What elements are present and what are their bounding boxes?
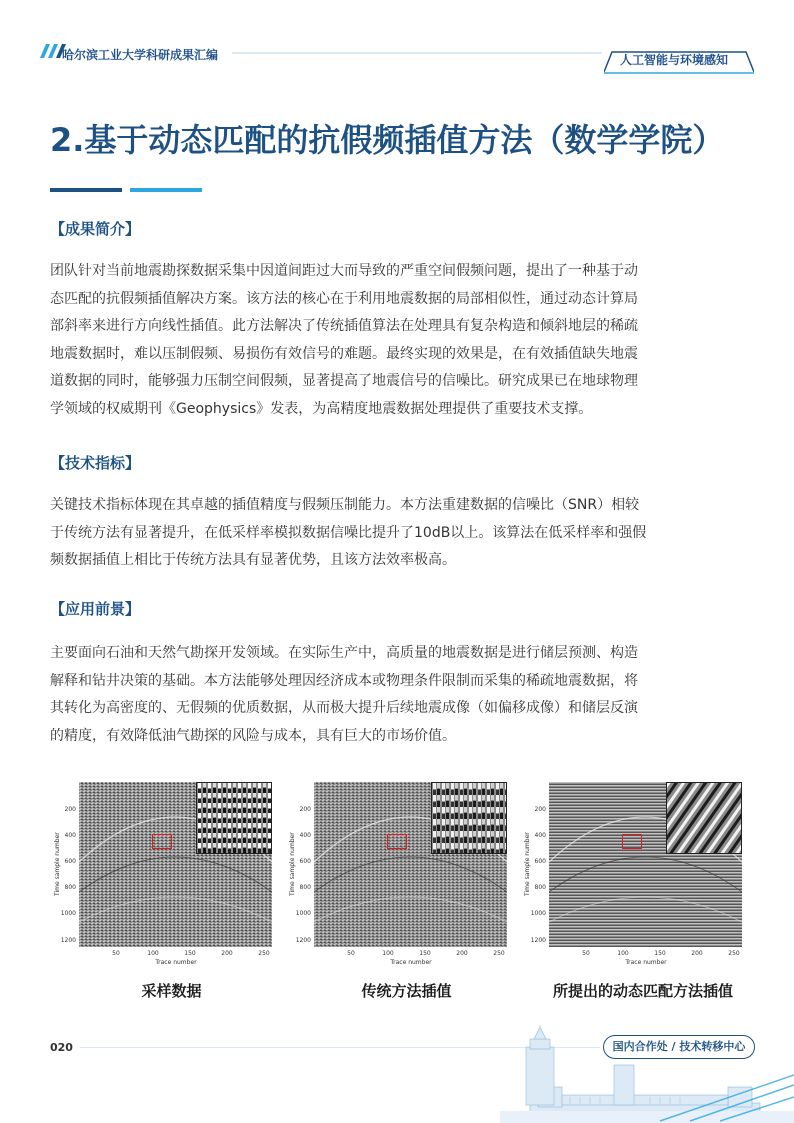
y-tick-label: 1000: [60, 910, 76, 917]
paragraph-line: 其转化为高密度的、无假频的优质数据，从而极大提升后续地震成像（如偏移成像）和储层反演: [50, 700, 638, 716]
figure-caption: 传统方法插值: [361, 982, 452, 1000]
x-tick-label: 100: [382, 950, 394, 957]
figure-caption: 采样数据: [141, 982, 202, 1000]
header-left-title: 哈尔滨工业大学科研成果汇编: [62, 48, 219, 62]
paragraph-line: 解释和钻井决策的基础。本方法能够处理因经济成本或物理条件限制而采集的稀疏地震数据，将: [50, 672, 638, 689]
zoom-inset: [196, 782, 272, 854]
x-tick-label: 200: [456, 950, 468, 957]
y-tick-label: 400: [299, 832, 311, 839]
page-title: 2.基于动态匹配的抗假频插值方法（数学学院）: [50, 121, 725, 159]
y-tick-label: 800: [534, 884, 546, 891]
y-tick-label: 200: [299, 806, 311, 813]
title-underline-dark: [50, 188, 122, 192]
section-body-summary: [50, 258, 734, 423]
y-tick-label: 200: [64, 806, 76, 813]
paragraph-line: 主要面向石油和天然气勘探开发领域。在实际生产中，高质量的地震数据是进行储层预测、构造: [50, 645, 638, 661]
figure-caption: 所提出的动态匹配方法插值: [552, 982, 733, 1000]
paragraph-line: 地震数据时，难以压制假频、易损伤有效信号的难题。最终实现的效果是，在有效插值缺失地震: [50, 345, 638, 362]
x-tick-label: 100: [617, 950, 629, 957]
y-axis-label: Time sample number: [289, 832, 296, 896]
header-divider: [232, 52, 602, 54]
highlight-box: [152, 834, 172, 849]
section-body-indicators: [50, 492, 734, 575]
zoom-inset: [431, 782, 507, 854]
x-tick-label: 200: [691, 950, 703, 957]
y-tick-label: 800: [299, 884, 311, 891]
y-tick-label: 600: [299, 858, 311, 865]
page-number: 020: [50, 1041, 73, 1054]
x-tick-label: 200: [221, 950, 233, 957]
title-underline-light: [130, 188, 202, 192]
y-tick-label: 1000: [530, 910, 546, 917]
highlight-box: [387, 834, 407, 849]
y-tick-label: 600: [534, 858, 546, 865]
x-tick-label: 50: [112, 950, 120, 957]
y-tick-label: 1200: [60, 937, 76, 944]
x-axis-label: Trace number: [155, 959, 197, 966]
section-heading-prospects: 【应用前景】: [50, 600, 141, 618]
x-axis-label: Trace number: [390, 959, 432, 966]
y-tick-label: 200: [534, 806, 546, 813]
y-tick-label: 400: [64, 832, 76, 839]
y-tick-label: 600: [64, 858, 76, 865]
y-tick-label: 1000: [295, 910, 311, 917]
x-axis-label: Trace number: [625, 959, 667, 966]
paragraph-line: 态匹配的抗假频插值解决方案。该方法的核心在于利用地震数据的局部相似性，通过动态计算局: [50, 290, 638, 307]
x-tick-label: 50: [347, 950, 355, 957]
y-axis-label: Time sample number: [54, 832, 61, 896]
x-tick-label: 100: [147, 950, 159, 957]
paragraph-line: 关键技术指标体现在其卓越的插值精度与假频压制能力。本方法重建数据的信噪比（SNR）相较: [50, 497, 640, 513]
department-badge: 国内合作处 / 技术转移中心: [603, 1035, 755, 1059]
y-tick-label: 800: [64, 884, 76, 891]
y-tick-label: 1200: [530, 937, 546, 944]
paragraph-line: 学领域的权威期刊《Geophysics》发表，为高精度地震数据处理提供了重要技术支撑。: [50, 400, 593, 417]
x-tick-label: 250: [493, 950, 505, 957]
header-right-title: 人工智能与环境感知: [620, 53, 729, 67]
x-tick-label: 150: [184, 950, 196, 957]
y-tick-label: 400: [534, 832, 546, 839]
paragraph-line: 部斜率来进行方向线性插值。此方法解决了传统插值算法在处理具有复杂构造和倾斜地层的稀疏: [50, 318, 638, 334]
x-tick-label: 150: [419, 950, 431, 957]
section-heading-indicators: 【技术指标】: [50, 454, 141, 472]
paragraph-line: 的精度，有效降低油气勘探的风险与成本，具有巨大的市场价值。: [50, 727, 456, 744]
x-tick-label: 250: [728, 950, 740, 957]
paragraph-line: 团队针对当前地震勘探数据采集中因道间距过大而导致的严重空间假频问题，提出了一种基于动: [50, 263, 638, 279]
figure-dynamic-matching-interp: [522, 778, 752, 978]
highlight-box: [622, 834, 642, 849]
x-tick-label: 250: [258, 950, 270, 957]
zoom-inset: [666, 782, 742, 854]
x-tick-label: 50: [582, 950, 590, 957]
paragraph-line: 频数据插值上相比于传统方法具有显著优势，且该方法效率极高。: [50, 552, 456, 568]
y-axis-label: Time sample number: [524, 832, 531, 896]
section-heading-summary: 【成果简介】: [50, 220, 141, 238]
y-tick-label: 1200: [295, 937, 311, 944]
figure-traditional-interp: [287, 778, 517, 978]
paragraph-line: 于传统方法有显著提升，在低采样率模拟数据信噪比提升了10dB以上。该算法在低采样率和强假: [50, 524, 647, 541]
paragraph-line: 道数据的同时，能够强力压制空间假频，显著提高了地震信号的信噪比。研究成果已在地球物理: [50, 373, 638, 389]
section-body-prospects: [50, 640, 734, 750]
figure-sampled-data: [52, 778, 282, 978]
x-tick-label: 150: [654, 950, 666, 957]
